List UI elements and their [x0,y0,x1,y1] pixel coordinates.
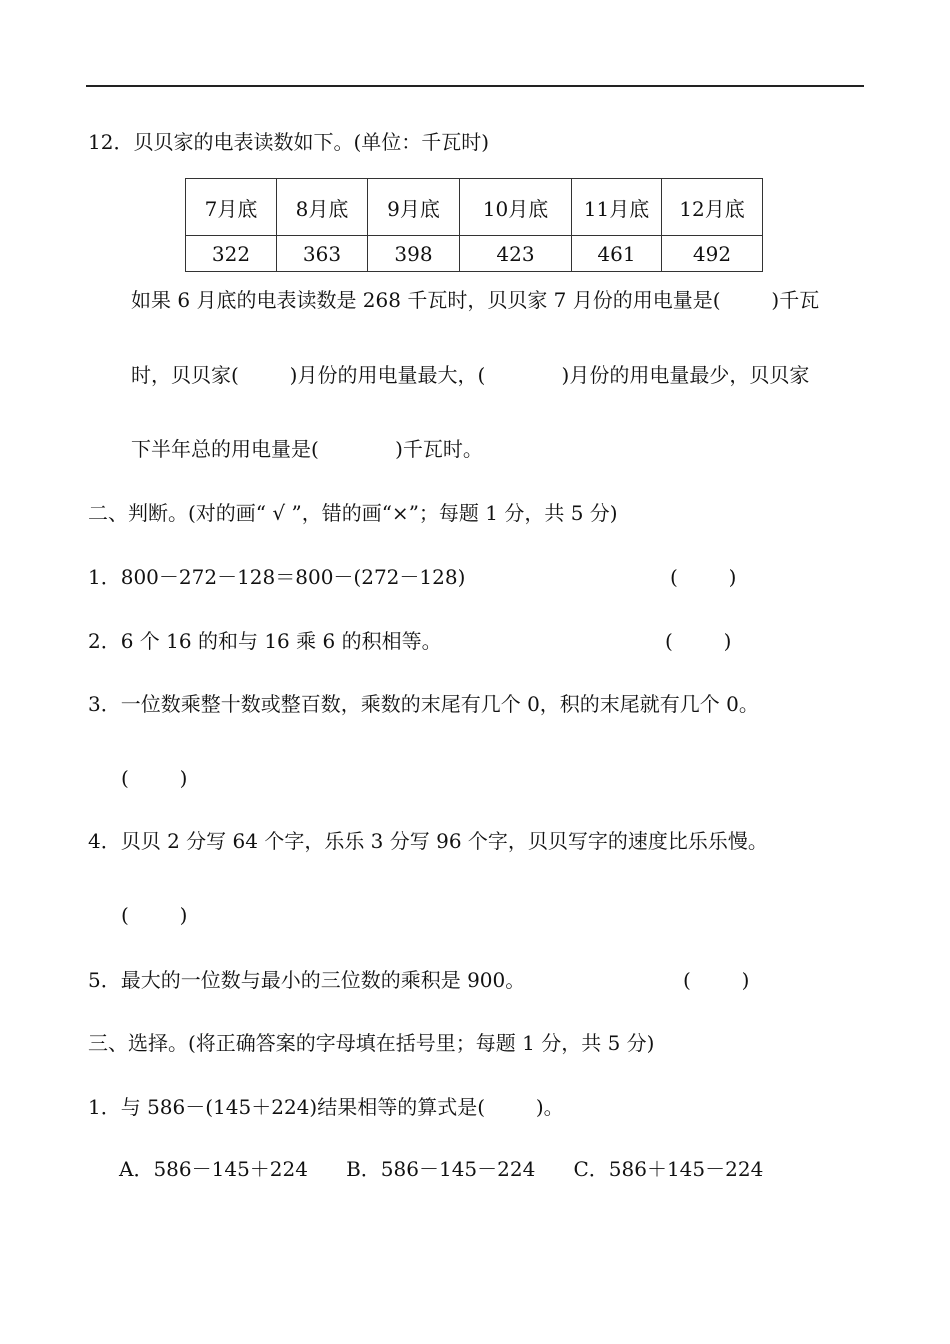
meter-reading-table [185,178,763,272]
table-header-row [186,179,763,236]
header-cell: 10月底 [460,179,572,236]
section-3-heading: 三、选择。(将正确答案的字母填在括号里；每题 1 分，共 5 分) [88,1031,655,1055]
judge-question-4: 4．贝贝 2 分写 64 个字，乐乐 3 分写 96 个字，贝贝写字的速度比乐乐慢。 [88,829,768,853]
value-cell: 461 [572,236,662,272]
value-cell: 322 [186,236,277,272]
table-value-row [186,236,763,272]
judge-answer-blank-4: ( ) [121,903,188,927]
q12-text-line-1: 如果 6 月底的电表读数是 268 千瓦时，贝贝家 7 月份的用电量是( )千瓦 [131,288,820,312]
judge-question-2: 2．6 个 16 的和与 16 乘 6 的积相等。 [88,629,442,653]
header-cell: 12月底 [662,179,763,236]
question-12-title: 12．贝贝家的电表读数如下。(单位：千瓦时) [88,130,490,154]
judge-question-1: 1．800－272－128＝800－(272－128) [88,565,466,589]
header-cell: 8月底 [277,179,368,236]
judge-answer-blank-1: ( ) [670,565,737,589]
judge-answer-blank-3: ( ) [121,766,188,790]
value-cell: 363 [277,236,368,272]
header-cell: 9月底 [368,179,460,236]
judge-question-3: 3．一位数乘整十数或整百数，乘数的末尾有几个 0，积的末尾就有几个 0。 [88,692,759,716]
header-cell: 7月底 [186,179,277,236]
choice-question-1: 1．与 586－(145＋224)结果相等的算式是( )。 [88,1095,564,1119]
value-cell: 492 [662,236,763,272]
value-cell: 398 [368,236,460,272]
q12-text-line-2: 时，贝贝家( )月份的用电量最大，( )月份的用电量最少，贝贝家 [131,363,810,387]
header-cell: 11月底 [572,179,662,236]
judge-answer-blank-2: ( ) [665,629,732,653]
q12-text-line-3: 下半年总的用电量是( )千瓦时。 [131,437,483,461]
judge-question-5: 5．最大的一位数与最小的三位数的乘积是 900。 [88,968,526,992]
section-2-heading: 二、判断。(对的画“ √ ”，错的画“×”；每题 1 分，共 5 分) [88,501,618,525]
header-rule [86,85,864,87]
judge-answer-blank-5: ( ) [683,968,750,992]
value-cell: 423 [460,236,572,272]
choice-options-1: A．586－145＋224 B．586－145－224 C．586＋145－224 [119,1157,764,1181]
